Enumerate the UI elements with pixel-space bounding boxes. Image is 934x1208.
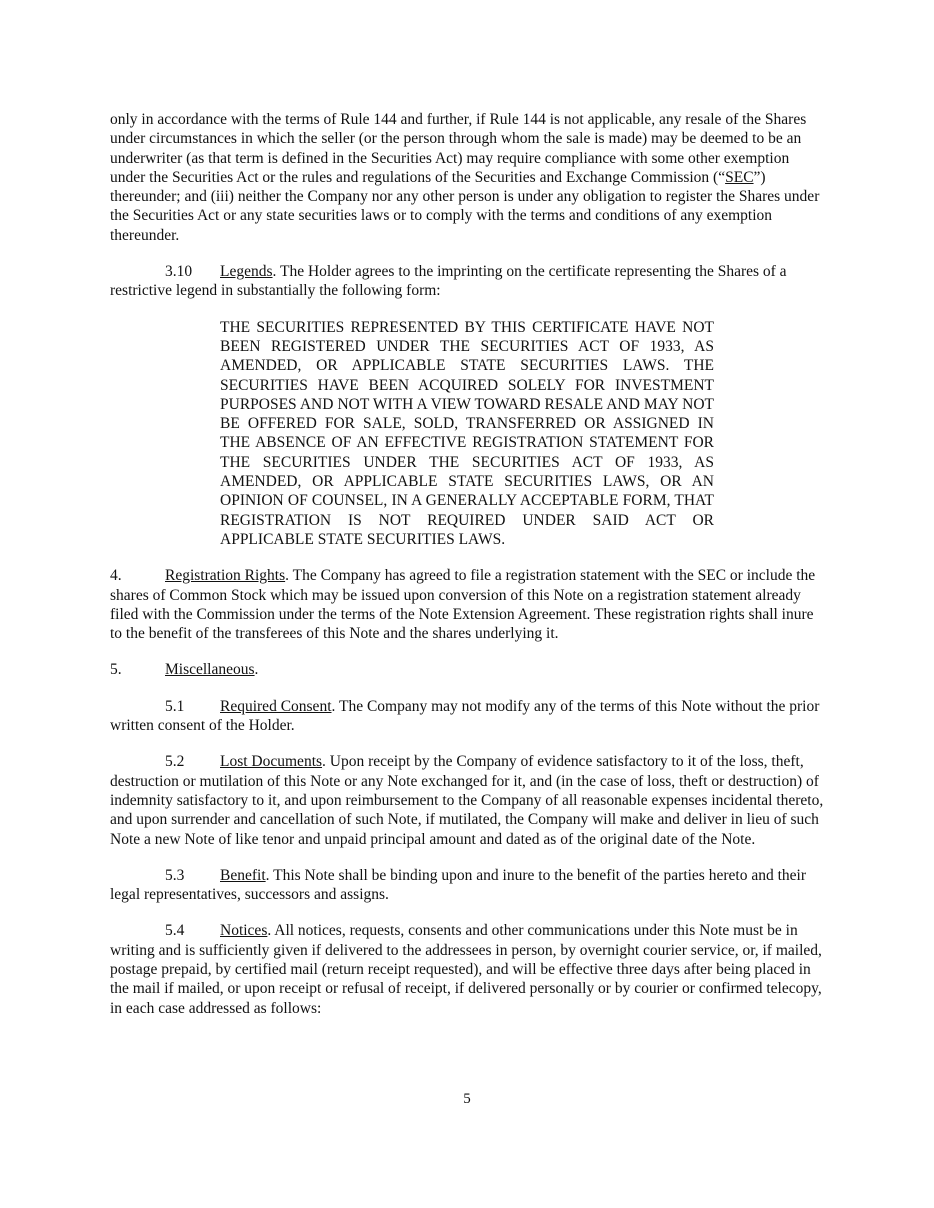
section-text: . This Note shall be binding upon and inure to the benefit of the parties hereto and their legal representatives, successors and assigns. [110,866,806,904]
section-heading: Lost Documents [220,753,323,771]
section-heading: Registration Rights [165,567,286,585]
section-5 [110,660,826,679]
section-number: 5.2 [165,753,185,771]
section-number: 5. [110,661,122,679]
section-5-1 [110,697,826,736]
section-5-4 [110,921,826,1017]
section-heading: Miscellaneous [165,661,255,679]
section-number: 4. [110,567,122,585]
restrictive-legend: THE SECURITIES REPRESENTED BY THIS CERTIFICATE HAVE NOT BEEN REGISTERED UNDER THE SECURITIES ACT OF 1933, AS AMENDED, OR APPLICABLE STATE SECURITIES LAWS. THE SECURITIES HAVE BEEN ACQUIRED SOLELY FOR INVESTMENT PURPOSES AND NOT WITH A VIEW TOWARD RESALE AND MAY NOT BE OFFERED FOR SALE, SOLD, TRANSFERRED OR ASSIGNED IN THE ABSENCE OF AN EFFECTIVE REGISTRATION STATEMENT FOR THE SECURITIES UNDER THE SECURITIES ACT OF 1933, AS AMENDED, OR APPLICABLE STATE SECURITIES LAWS, OR AN OPINION OF COUNSEL, IN A GENERALLY ACCEPTABLE FORM, THAT REGISTRATION IS NOT REQUIRED UNDER SAID ACT OR APPLICABLE STATE SECURITIES LAWS. [220,318,714,548]
section-number: 3.10 [165,263,193,281]
section-number: 5.1 [165,697,185,715]
section-heading: Legends [220,263,273,281]
document-page [110,110,826,1035]
section-text: . All notices, requests, consents and other communications under this Note must be in writing and is sufficiently given if delivered to the addressees in person, by overnight courier service, or, if mailed, postage prepaid, by certified mail (return receipt requested), and will be effective three days after being placed in the mail if mailed, or upon receipt or refusal of receipt, if delivered personally or by courier or confirmed telecopy, in each case addressed as follows: [110,922,822,1017]
defined-term-sec: SEC [725,168,754,186]
section-heading: Required Consent [220,697,332,715]
section-text: . [254,661,259,679]
section-text: . Upon receipt by the Company of evidence satisfactory to it of the loss, theft, destruction or mutilation of this Note or any Note exchanged for it, and (in the case of loss, theft or destruction) of indemnity satisfactory to it, and upon reimbursement to the Company of all reasonable expenses incidental thereto, and upon surrender and cancellation of such Note, if mutilated, the Company will make and deliver in lieu of such Note a new Note of like tenor and unpaid principal amount and dated as of the original date of the Note. [110,753,824,848]
section-number: 5.4 [165,922,185,940]
section-text: . The Holder agrees to the imprinting on the certificate representing the Shares of a restrictive legend in substantially the following form: [110,263,787,300]
section-number: 5.3 [165,866,185,884]
paragraph-text: only in accordance with the terms of Rule 144 and further, if Rule 144 is not applicable, any resale of the Shares under circumstances in which the seller (or the person through whom the sale is made) may be deemed to be an underwriter (as that term is defined in the Securities Act) may require compliance with some other exemption under the Securities Act or the rules and regulations of the Securities and Exchange Commission (“ [110,111,807,186]
section-text: . The Company has agreed to file a registration statement with the SEC or include the shares of Common Stock which may be issued upon conversion of this Note on a registration statement already filed with the Commission under the terms of the Note Extension Agreement. These registration rights shall inure to the benefit of the transferees of this Note and the shares underlying it. [110,567,816,643]
section-3-10 [110,262,826,301]
section-text: . The Company may not modify any of the terms of this Note without the prior written consent of the Holder. [110,697,820,735]
section-5-3 [110,866,826,905]
page-number: 5 [463,1091,471,1107]
paragraph-continuation [110,110,826,245]
section-heading: Benefit [220,866,266,884]
section-heading: Notices [220,922,268,940]
section-4 [110,566,826,643]
paragraph-text: ”) thereunder; and (iii) neither the Company nor any other person is under any obligation to register the Shares under the Securities Act or any state securities laws or to comply with the terms and conditions of any exemption thereunder. [110,168,820,244]
section-5-2 [110,752,826,848]
